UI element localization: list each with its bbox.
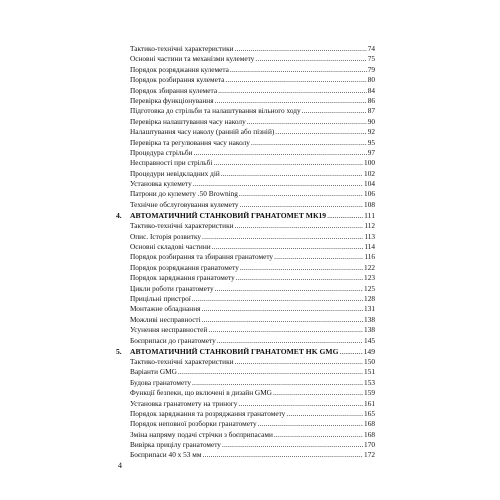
toc-entry-title: Порядок неповної розборки гранатомету [130,419,257,429]
toc-entry-title: Тактико-технічні характеристики [130,44,234,53]
toc-entry-title: Процедура стрільби [130,147,193,157]
toc-page-number: 112 [364,221,375,231]
toc-entry [130,325,375,335]
toc-chapter-heading [116,346,375,357]
toc-page-number: 123 [364,273,375,283]
toc-page-number: 151 [364,367,375,377]
toc-entry-title: Можливі несправності [130,314,201,324]
toc-page-number: 92 [367,127,375,137]
toc-page-number: 122 [364,262,375,272]
dot-leader [273,388,363,398]
dot-leader [193,179,363,189]
toc-entry-title: Порядок заряджання гранатомету [130,273,235,283]
toc-entry [130,189,375,199]
toc-page-number: 74 [367,44,375,53]
dot-leader [217,336,363,346]
table-of-contents [116,44,375,461]
toc-entry [130,44,375,54]
dot-leader [203,450,364,460]
toc-entry [130,315,375,325]
dot-leader [212,242,364,252]
dot-leader [240,200,363,210]
toc-entry [130,284,375,294]
toc-entry-title: Цикли роботи гранатомету [130,283,214,293]
dot-leader [247,117,367,127]
toc-entry-title: Порядок збирання кулемета [130,85,218,95]
toc-entry-title: Порядок розбирання та збирання гранатомету [130,252,274,262]
dot-leader [327,210,363,221]
toc-page-number: 153 [364,377,375,387]
toc-entry-title: Порядок заряджання та розряджання гранатомету [130,408,286,418]
toc-entry [130,409,375,419]
toc-entry-title: Процедури невідкладних дій [130,168,220,178]
toc-page-number: 172 [364,450,375,460]
toc-entry-title: Підготовка до стрільби та налаштування вільного ходу [130,106,301,116]
toc-page-number: 111 [364,211,375,221]
dot-leader [302,106,367,116]
toc-entry-title: Перевірка функціонування [130,95,214,105]
toc-entry [130,221,375,231]
dot-leader [258,419,363,429]
dot-leader [235,44,367,54]
toc-entry [130,357,375,367]
toc-entry [130,399,375,409]
toc-entry-title: Порядок розряджання гранатомету [130,262,239,272]
toc-entry [130,158,375,168]
toc-entry-title: Боєприпаси до гранатомету [130,335,216,345]
toc-page-number: 145 [364,335,375,345]
dot-leader [251,138,367,148]
toc-page-number: 131 [364,304,375,314]
toc-entry-title: Зміна напряму подачі стрічки з боєприпасами [130,429,273,439]
toc-entry-title: Боєприпаси 40 х 53 мм [130,450,202,460]
toc-page-number: 108 [364,199,375,209]
toc-page-number: 106 [364,189,375,199]
toc-page-number: 75 [367,54,375,64]
dot-leader [202,315,363,325]
dot-leader [218,86,367,96]
toc-page-number: 113 [364,231,375,241]
toc-entry-title: АВТОМАТИЧНИЙ СТАНКОВИЙ ГРАНАТОМЕТ HK GMG [130,346,339,356]
dot-leader [340,346,363,357]
toc-page-number: 116 [364,252,375,262]
toc-page-number: 87 [367,106,375,116]
dot-leader [236,273,363,283]
dot-leader [235,221,364,231]
toc-entry [130,117,375,127]
toc-entry [130,232,375,242]
dot-leader [230,65,367,75]
dot-leader [201,304,363,314]
toc-entry-title: Установка гранатомету на триногу [130,398,238,408]
page-number: 4 [118,461,122,470]
dot-leader [286,409,363,419]
chapter-number: 5. [116,346,122,356]
toc-page-number: 79 [367,64,375,74]
toc-entry [130,388,375,398]
dot-leader [255,54,366,64]
toc-entry [130,336,375,346]
dot-leader [192,294,363,304]
toc-page-number: 84 [367,85,375,95]
toc-entry [130,179,375,189]
chapter-number: 4. [116,211,122,221]
toc-entry [130,263,375,273]
dot-leader [208,325,363,335]
toc-page-number: 138 [364,325,375,335]
toc-entry [130,419,375,429]
toc-entry-title: Технічне обслуговування кулемету [130,199,239,209]
toc-page-number: 159 [364,388,375,398]
toc-entry-title: Перевірка та регулювання часу наколу [130,137,250,147]
toc-entry-title: Основні частини та механізми кулемету [130,54,255,64]
toc-entry-title: Вивірка прицілу гранатомету [130,440,221,450]
toc-page-number: 80 [367,75,375,85]
dot-leader [274,252,363,262]
toc-page-number: 138 [364,314,375,324]
dot-leader [178,367,363,377]
dot-leader [222,440,363,450]
dot-leader [239,189,363,199]
dot-leader [235,357,364,367]
dot-leader [215,96,367,106]
toc-page-number: 128 [364,293,375,303]
toc-entry-title: Прицільні пристрої [130,293,191,303]
toc-entry [130,430,375,440]
toc-entry [130,54,375,64]
toc-entry [130,273,375,283]
toc-chapter-heading [116,210,375,221]
toc-entry [130,367,375,377]
toc-entry-title: Патрони до кулемету .50 Browning [130,189,238,199]
toc-entry [130,106,375,116]
dot-leader [240,263,363,273]
toc-entry-title: Порядок розряджання кулемета [130,64,229,74]
toc-entry [130,242,375,252]
dot-leader [193,148,366,158]
toc-entry [130,200,375,210]
toc-page-number: 161 [364,398,375,408]
dot-leader [238,399,363,409]
toc-entry-title: Основні складові частини [130,242,211,252]
dot-leader [275,127,366,137]
toc-entry [130,65,375,75]
toc-entry-title: Варіанти GMG [130,367,177,377]
toc-entry [130,148,375,158]
toc-entry [130,440,375,450]
dot-leader [213,158,363,168]
toc-entry-title: АВТОМАТИЧНИЙ СТАНКОВИЙ ГРАНАТОМЕТ МК19 [130,211,327,221]
toc-entry-title: Перевірка налаштування часу наколу [130,116,246,126]
toc-page-number: 168 [364,429,375,439]
toc-page-number: 165 [364,408,375,418]
toc-page-number: 90 [367,116,375,126]
toc-entry-title: Налаштування часу наколу (ранній або пізній) [130,127,275,137]
toc-page-number: 100 [364,158,375,168]
toc-entry [130,252,375,262]
toc-entry-title: Несправності при стрільбі [130,158,213,168]
toc-entry-title: Будова гранатомету [130,377,192,387]
toc-entry-title: Установка кулемету [130,179,192,189]
dot-leader [225,75,366,85]
toc-entry [130,127,375,137]
toc-page-number: 170 [364,440,375,450]
toc-entry-title: Тактико-технічні характеристики [130,221,234,231]
toc-entry [130,96,375,106]
toc-page-number: 114 [364,242,375,252]
toc-page-number: 150 [364,356,375,366]
toc-page-number: 102 [364,168,375,178]
toc-page-number: 149 [363,346,375,356]
dot-leader [215,284,363,294]
toc-page-number: 95 [367,137,375,147]
toc-page-number: 125 [364,283,375,293]
toc-page-number: 86 [367,95,375,105]
toc-entry-title: Порядок розбирання кулемета [130,75,225,85]
toc-entry-title: Усунення несправностей [130,325,208,335]
toc-entry-title: Монтажне обладнання [130,304,201,314]
dot-leader [274,430,363,440]
dot-leader [192,378,363,388]
toc-entry-title: Функції безпеки, що включені в дизайн GMG [130,388,272,398]
toc-entry [130,450,375,460]
toc-page-number: 168 [364,419,375,429]
dot-leader [202,232,363,242]
toc-entry [130,294,375,304]
dot-leader [221,169,363,179]
toc-entry-title: Опис. Історія розвитку [130,231,202,241]
toc-entry [130,75,375,85]
toc-entry [130,378,375,388]
toc-entry [130,304,375,314]
toc-entry [130,138,375,148]
toc-entry [130,86,375,96]
toc-page-number: 104 [364,179,375,189]
toc-entry [130,169,375,179]
toc-entry-title: Тактико-технічні характеристики [130,356,234,366]
toc-page-number: 97 [367,147,375,157]
